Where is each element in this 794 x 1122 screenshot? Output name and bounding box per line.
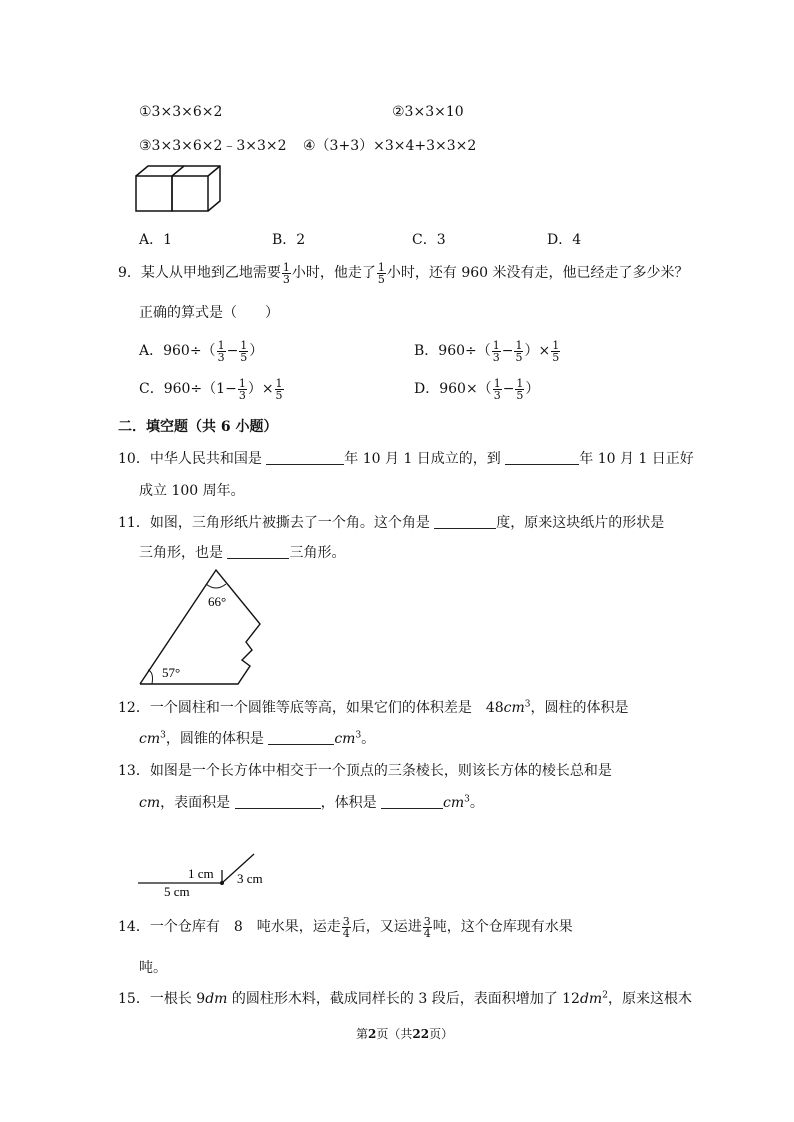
section-heading: 二．填空题（共 6 小题） [118,419,278,435]
answer-blank[interactable] [434,515,496,529]
q11-line-1: 11．如图，三角形纸片被撕去了一个角。这个角是 度，原来这块纸片的形状是 [118,515,665,531]
q9-choice-b: B．960÷（ $\frac{1}{3}$ − $\frac{1}{5}$ ）× $\frac{1}{5}$ [414,338,560,364]
answer-blank[interactable] [227,545,289,559]
q12-line-1: 12．一个圆柱和一个圆锥等底等高，如果它们的体积差是 $48cm^3$，圆柱的体积是 [118,699,629,716]
q8-choice-a: A．1 [139,232,173,248]
question-number: 9． [118,265,141,281]
q8-option-3: ③3×3×6×2﹣3×3×2 [139,138,287,154]
angle-label-bottom: 57° [162,665,181,680]
q9-choice-c: C．960÷（1− $\frac{1}{3}$ ）× $\frac{1}{5}$ [139,376,283,402]
svg-text:1 cm: 1 cm [188,866,214,881]
answer-blank[interactable] [268,731,334,745]
q8-choice-c: C．3 [412,232,446,248]
page-footer: 第2页（共22页） [356,1027,454,1041]
q14-line-2: 吨。 [139,960,167,976]
angle-label-top: 66° [208,594,227,609]
q13-line-1: 13．如图是一个长方体中相交于一个顶点的三条棱长，则该长方体的棱长总和是 [118,763,612,779]
fraction: $\frac{1}{3}$ [282,260,290,286]
q14-line-1: 14．一个仓库有 8 吨水果，运走 $\frac{3}{4}$ 后，又运进 $\frac{3}{4}$ 吨，这个仓库现有水果 [118,914,573,940]
q8-choice-b: B．2 [272,232,306,248]
q13-line-2: cm，表面积是 ，体积是 $cm^3$。 [139,794,484,811]
svg-text:5 cm: 5 cm [164,884,190,899]
q10-line-2: 成立 100 周年。 [139,483,245,499]
q9-line-2: 正确的算式是（ ） [139,305,279,321]
fraction: $\frac{1}{5}$ [377,260,385,286]
question-number: 11． [118,515,150,531]
q12-line-2: $cm^3$，圆锥的体积是 $cm^3$。 [139,730,376,747]
q8-choice-d: D．4 [547,232,582,248]
q8-option-1: ①3×3×6×2 [139,104,223,120]
question-number: 13． [118,763,150,779]
q11-line-2: 三角形，也是 三角形。 [139,545,346,561]
answer-blank[interactable] [266,451,344,465]
answer-blank[interactable] [381,795,443,809]
q9-choice-a: A．960÷（ $\frac{1}{3}$ − $\frac{1}{5}$ ） [139,338,264,364]
q9-choice-d: D．960×（ $\frac{1}{3}$ − $\frac{1}{5}$ ） [414,376,540,402]
q10-line-1: 10．中华人民共和国是 年 10 月 1 日成立的，到 年 10 月 1 日正好 [118,451,694,467]
question-number: 15． [118,991,150,1007]
question-number: 10． [118,451,150,467]
answer-blank[interactable] [505,451,579,465]
svg-text:3 cm: 3 cm [237,871,263,886]
two-cubes-figure [134,164,224,214]
question-number: 14． [118,919,150,935]
q8-option-2: ②3×3×10 [392,104,464,120]
q9-line-1: 9．某人从甲地到乙地需要 $\frac{1}{3}$ 小时，他走了 $\frac{1}{5}$ 小时，还有 960 米没有走，他已经走了多少米？ [118,260,689,286]
question-number: 12． [118,700,150,716]
q15-line-1: 15．一根长 9dm 的圆柱形木料，截成同样长的 3 段后，表面积增加了 $12dm^2$，原来这根木 [118,990,692,1007]
q8-option-4: ④（3+3）×3×4+3×3×2 [303,138,477,154]
answer-blank[interactable] [235,795,321,809]
torn-triangle-figure [134,566,274,691]
cuboid-edges-figure [134,848,284,900]
